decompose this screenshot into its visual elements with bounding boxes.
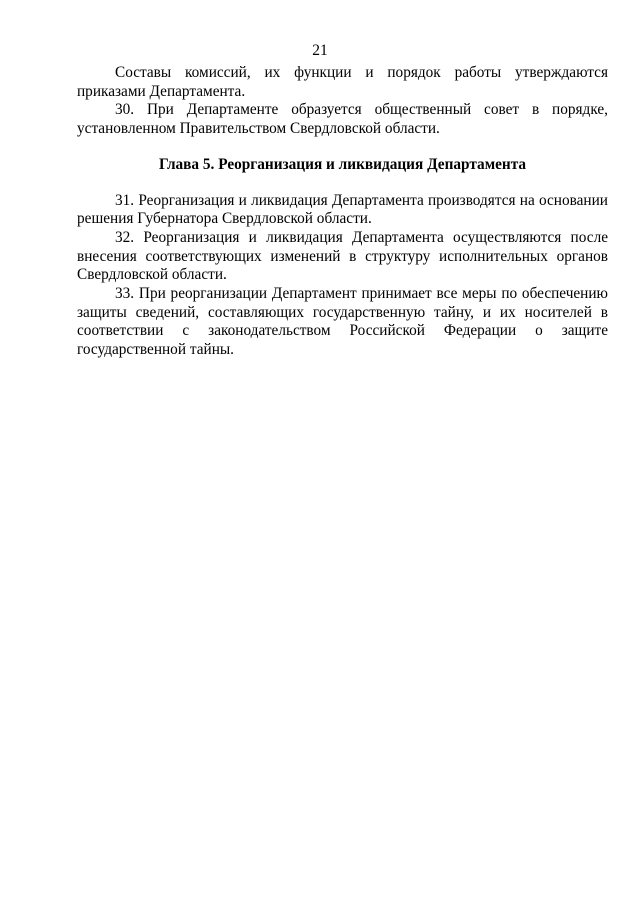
paragraph-30: 30. При Департаменте образуется общественный совет в порядке, установленном Правительством Свердловской области.: [77, 101, 608, 138]
paragraph-31: 31. Реорганизация и ликвидация Департамента производятся на основании решения Губернатора Свердловской области.: [77, 191, 608, 228]
chapter-heading: Глава 5. Реорганизация и ликвидация Департамента: [158, 155, 527, 173]
page-number: 21: [312, 42, 328, 59]
paragraph-32: 32. Реорганизация и ликвидация Департамента осуществляются после внесения соответствующих изменений в структуру исполнительных органов Свердловской области.: [77, 228, 608, 284]
paragraph-33: 33. При реорганизации Департамент принимает все меры по обеспечению защиты сведений, составляющих государственную тайну, и их носителей в соответствии с законодательством Российской Федерации о защите государственной тайны.: [77, 285, 608, 359]
document-body: [77, 64, 608, 360]
paragraph-commissions: Составы комиссий, их функции и порядок работы утверждаются приказами Департамента.: [77, 64, 608, 100]
